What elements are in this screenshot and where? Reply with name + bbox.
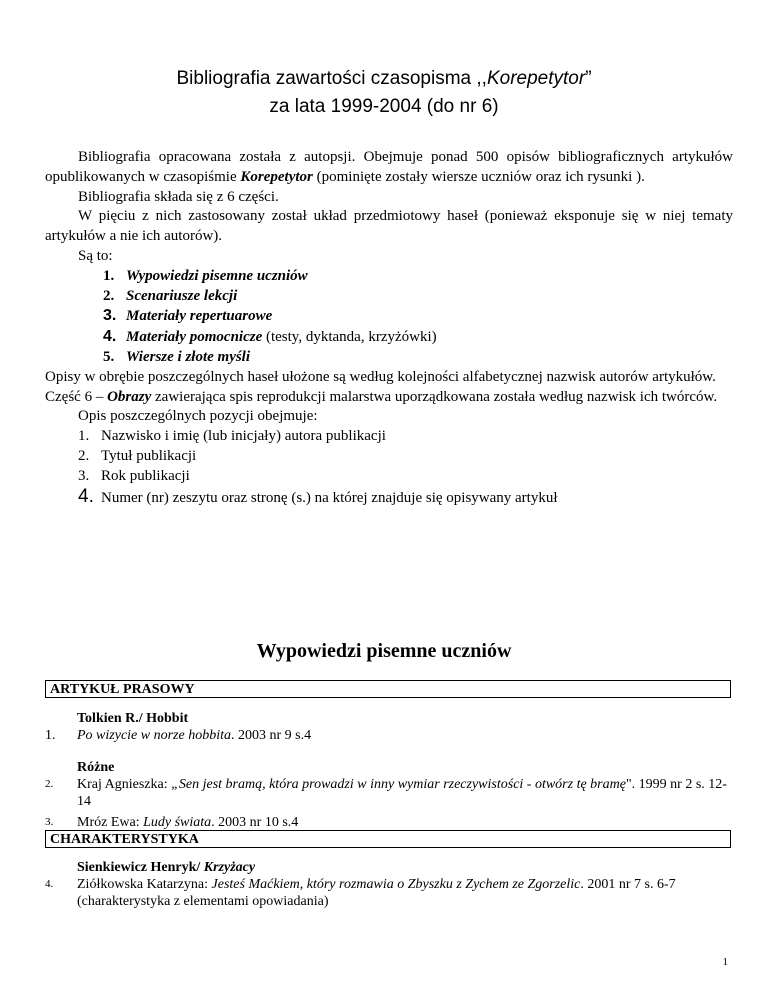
bibliography-entry [45, 814, 733, 831]
section-heading: Wypowiedzi pisemne uczniów [256, 640, 512, 662]
bibliography-entry [45, 876, 733, 910]
part-label: Wypowiedzi pisemne uczniów [126, 267, 308, 284]
page-number: 1 [722, 956, 728, 968]
field-number: 4. [78, 485, 94, 507]
intro-p6-part-name: Obrazy [107, 388, 152, 405]
document-title-line2: za lata 1999-2004 (do nr 6) [269, 96, 499, 117]
category-header-article: ARTYKUŁ PRASOWY [45, 680, 731, 698]
subject-heading: Tolkien R./ Hobbit [77, 711, 189, 726]
entry-number: 3. [45, 816, 54, 828]
fields-list-item [78, 427, 733, 447]
entry-title: Po wizycie w norze hobbita [77, 728, 231, 743]
field-number: 1. [78, 428, 90, 445]
title-suffix: ” [585, 68, 592, 89]
entry-details: . 2001 nr 7 s. 6-7 (charakterystyka z elementami opowiadania) [77, 877, 676, 909]
part-number: 4. [103, 328, 117, 346]
bibliography-entry [45, 776, 733, 810]
part-number: 1. [103, 267, 115, 284]
part-number: 2. [103, 287, 115, 304]
intro-paragraph-7: Opis poszczególnych pozycji obejmuje: [78, 408, 318, 425]
field-text: Nazwisko i imię (lub inicjały) autora publikacji [101, 428, 386, 445]
intro-paragraph-1 [45, 148, 733, 188]
part-extra: (testy, dyktanda, krzyżówki) [262, 329, 437, 346]
parts-list-item [103, 348, 733, 368]
intro-p1-text-end: (pominięte zostały wiersze uczniów oraz ich rysunki ). [312, 168, 645, 185]
intro-p1-journal: Korepetytor [240, 168, 313, 185]
intro-paragraph-5: Opisy w obrębie poszczególnych haseł ułożone są według kolejności alfabetycznej nazwisk autorów artykułów. [45, 368, 716, 385]
document-title-line1 [0, 66, 768, 92]
parts-list-item [103, 327, 733, 348]
subject-author: Sienkiewicz Henryk/ [77, 860, 204, 875]
entry-author: Ziółkowska Katarzyna: [77, 877, 212, 892]
fields-list [45, 427, 733, 508]
intro-p6-text-end: zawierająca spis reprodukcji malarstwa uporządkowana została według nazwisk ich twórców. [151, 388, 718, 405]
part-label: Materiały pomocnicze [126, 329, 263, 346]
fields-list-item [78, 487, 733, 509]
entry-author: Mróz Ewa: [77, 815, 144, 830]
part-label: Scenariusze lekcji [126, 287, 238, 304]
parts-list-item [103, 287, 733, 307]
field-number: 2. [78, 447, 90, 464]
entry-number: 1. [45, 728, 56, 743]
intro-p6-text: Część 6 – [45, 388, 108, 405]
subject-group-sienkiewicz [45, 859, 733, 910]
entry-details: . 2003 nr 9 s.4 [231, 728, 312, 743]
subject-group-various [45, 759, 733, 831]
part-number: 5. [103, 348, 115, 365]
parts-list-item [103, 267, 733, 287]
parts-list-item [103, 306, 733, 327]
entry-number: 4. [45, 878, 54, 890]
intro-paragraph-4: Są to: [78, 247, 113, 264]
subject-heading [45, 859, 733, 876]
part-number: 3. [103, 307, 117, 325]
parts-list [45, 267, 733, 368]
title-prefix: Bibliografia zawartości czasopisma ,, [176, 68, 487, 89]
introduction [45, 148, 733, 508]
part-label: Wiersze i złote myśli [126, 348, 251, 365]
bibliography-entry [45, 727, 733, 744]
entry-title: Ludy świata [143, 815, 212, 830]
intro-paragraph-6 [45, 388, 733, 408]
category-header-characterization: CHARAKTERYSTYKA [45, 830, 731, 848]
entry-title: Jesteś Maćkiem, który rozmawia o Zbyszku z Zychem ze Zgorzelic [211, 877, 581, 892]
field-text: Tytuł publikacji [101, 447, 197, 464]
title-journal-name: Korepetytor [486, 68, 586, 89]
entry-title: „Sen jest bramą, która prowadzi w inny wymiar rzeczywistości - otwórz tę bramę [171, 777, 626, 792]
field-text: Numer (nr) zeszytu oraz stronę (s.) na której znajduje się opisywany artykuł [101, 489, 558, 506]
fields-list-item [78, 447, 733, 467]
entry-author: Kraj Agnieszka: [77, 777, 172, 792]
subject-group-tolkien [45, 710, 733, 744]
subject-heading: Różne [77, 760, 115, 775]
subject-work: Krzyżacy [203, 860, 256, 875]
intro-paragraph-3: W pięciu z nich zastosowany został układ przedmiotowy haseł (ponieważ eksponuje się w niej tematy artykułów a nie ich autorów). [45, 208, 733, 245]
fields-list-item [78, 467, 733, 487]
intro-p1-text: Bibliografia opracowana została z autopsji. Obejmuje ponad 500 opisów bibliograficznych artykułów opublikowanych w czasopiśmie [45, 149, 733, 185]
entry-number: 2. [45, 778, 54, 790]
field-text: Rok publikacji [101, 467, 190, 484]
entry-details: ". 1999 nr 2 s. 12-14 [77, 777, 727, 809]
entry-details: . 2003 nr 10 s.4 [211, 815, 299, 830]
field-number: 3. [78, 467, 90, 484]
intro-paragraph-2: Bibliografia składa się z 6 części. [78, 188, 279, 205]
part-label: Materiały repertuarowe [126, 308, 273, 325]
